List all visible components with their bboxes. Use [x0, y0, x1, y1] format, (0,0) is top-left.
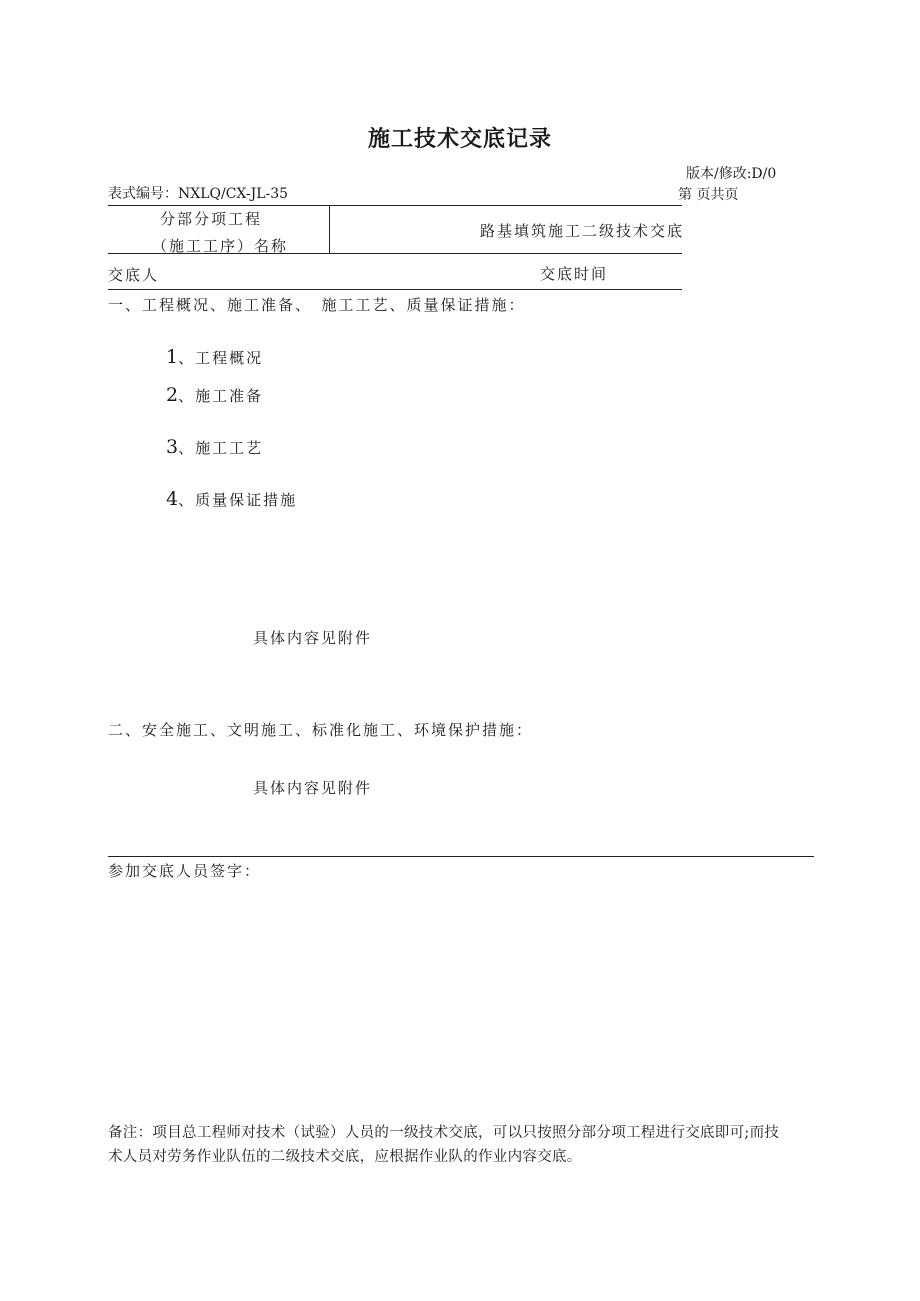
- signature-label: 参加交底人员签字：: [108, 862, 262, 880]
- remark-line-1: 备注：项目总工程师对技术（试验）人员的一级技术交底，可以只按照分部分项工程进行交底即可;而技: [108, 1125, 780, 1141]
- item-number: 3: [166, 436, 179, 458]
- list-item: [166, 488, 297, 510]
- item-text: 、施工准备: [178, 387, 264, 405]
- section2-heading: 二、安全施工、文明施工、标准化施工、环境保护措施：: [108, 721, 534, 739]
- time-label: 交底时间: [540, 265, 609, 283]
- project-label-line2: （施工工序）名称: [152, 237, 289, 255]
- project-name-value: 路基填筑施工二级技术交底: [480, 222, 685, 240]
- signature-divider: [108, 856, 814, 857]
- list-item: [166, 436, 263, 458]
- list-item: [166, 384, 263, 406]
- table-bottom-border: [108, 289, 682, 290]
- item-text: 、工程概况: [178, 349, 264, 367]
- remark-line-2: 术人员对劳务作业队伍的二级技术交底，应根据作业队的作业内容交底。: [108, 1149, 582, 1165]
- item-text: 、施工工艺: [178, 439, 264, 457]
- section1-attachment-note: 具体内容见附件: [253, 629, 373, 647]
- form-number: 表式编号：NXLQ/CX-JL-35: [108, 186, 289, 202]
- list-item: [166, 346, 263, 368]
- item-number: 2: [166, 384, 179, 406]
- item-number: 4: [166, 488, 179, 510]
- section2-attachment-note: 具体内容见附件: [253, 779, 373, 797]
- presenter-label: 交底人: [108, 266, 160, 284]
- item-number: 1: [166, 346, 179, 368]
- item-text: 、质量保证措施: [178, 491, 298, 509]
- page-title: 施工技术交底记录: [367, 126, 552, 152]
- table-top-border: [108, 205, 682, 206]
- version-label: 版本/修改:D/0: [686, 166, 777, 182]
- page-number: 第 页共页: [678, 187, 739, 203]
- table-column-divider: [329, 205, 330, 253]
- section1-heading: 一、工程概况、施工准备、 施工工艺、质量保证措施：: [108, 296, 526, 314]
- project-label-line1: 分部分项工程: [160, 210, 263, 228]
